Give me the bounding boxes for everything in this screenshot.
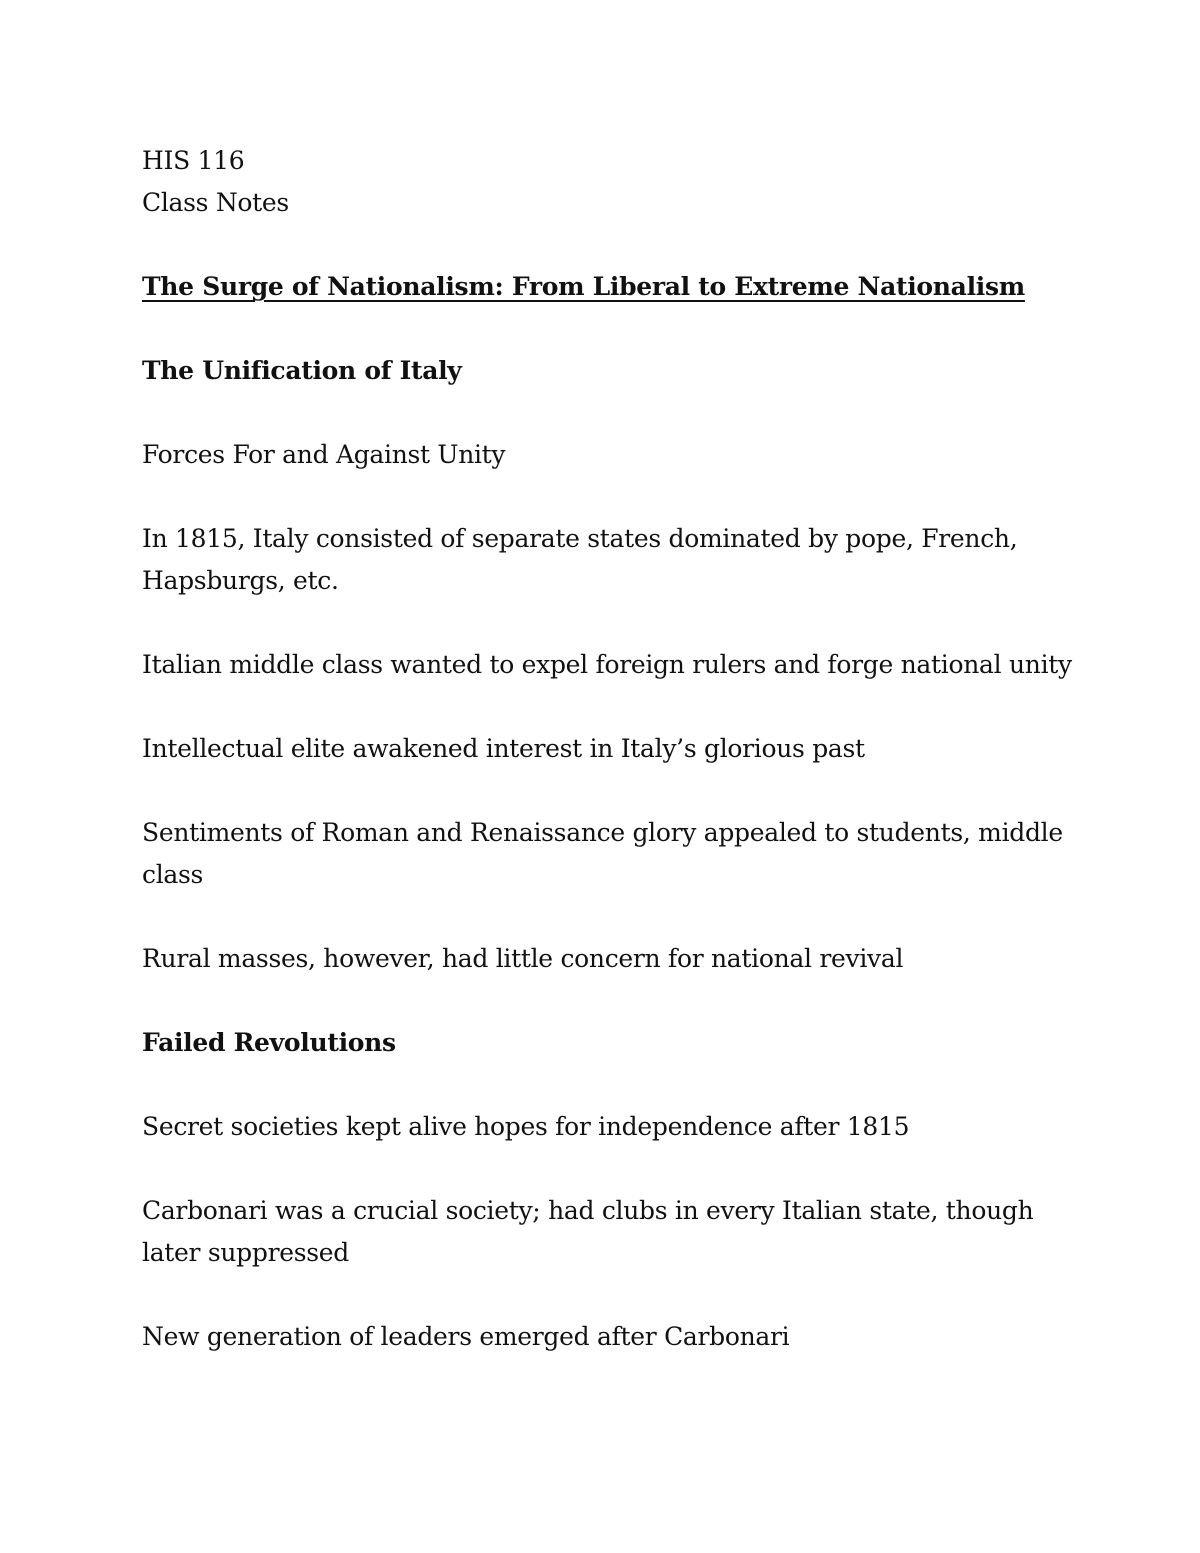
spacer — [142, 308, 1072, 350]
spacer — [142, 224, 1072, 266]
spacer — [142, 770, 1072, 812]
document-subtitle: Class Notes — [142, 188, 289, 217]
spacer — [142, 686, 1072, 728]
spacer — [142, 896, 1072, 938]
spacer — [142, 602, 1072, 644]
paragraph: Italian middle class wanted to expel foreign rulers and forge national unity — [142, 650, 1072, 679]
spacer — [142, 1274, 1072, 1316]
spacer — [142, 1148, 1072, 1190]
section-heading-failed-revolutions: Failed Revolutions — [142, 1028, 396, 1057]
spacer — [142, 1064, 1072, 1106]
subheading-forces: Forces For and Against Unity — [142, 440, 506, 469]
paragraph: Carbonari was a crucial society; had clubs in every Italian state, though later suppressed — [142, 1196, 1034, 1267]
section-heading-unification: The Unification of Italy — [142, 356, 462, 385]
course-code: HIS 116 — [142, 146, 245, 175]
spacer — [142, 980, 1072, 1022]
document-page — [142, 140, 1072, 1358]
spacer — [142, 476, 1072, 518]
paragraph: In 1815, Italy consisted of separate states dominated by pope, French, Hapsburgs, etc. — [142, 524, 1018, 595]
paragraph: Sentiments of Roman and Renaissance glory appealed to students, middle class — [142, 818, 1063, 889]
paragraph: New generation of leaders emerged after Carbonari — [142, 1322, 790, 1351]
document-title: The Surge of Nationalism: From Liberal to Extreme Nationalism — [142, 272, 1025, 301]
paragraph: Secret societies kept alive hopes for independence after 1815 — [142, 1112, 910, 1141]
paragraph: Intellectual elite awakened interest in Italy’s glorious past — [142, 734, 865, 763]
spacer — [142, 392, 1072, 434]
paragraph: Rural masses, however, had little concern for national revival — [142, 944, 904, 973]
